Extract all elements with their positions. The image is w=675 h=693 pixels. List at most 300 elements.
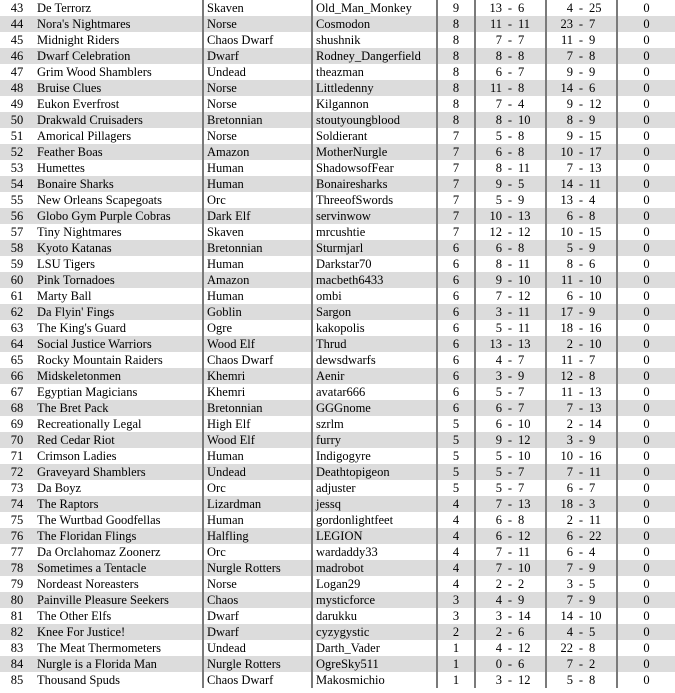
last-cell: 0 xyxy=(617,352,675,368)
team-name-cell: Painville Pleasure Seekers xyxy=(34,592,203,608)
table-row xyxy=(0,448,675,464)
points-cell: 8 xyxy=(437,80,475,96)
stat-b1-cell: 12 xyxy=(516,640,546,656)
dash-separator: - xyxy=(575,224,587,240)
race-cell: Ogre xyxy=(203,320,312,336)
team-name-cell: De Terrorz xyxy=(34,0,203,16)
points-cell: 5 xyxy=(437,480,475,496)
last-cell: 0 xyxy=(617,544,675,560)
team-name-cell: Marty Ball xyxy=(34,288,203,304)
stat-b1-cell: 6 xyxy=(516,624,546,640)
coach-cell: darukku xyxy=(312,608,437,624)
points-cell: 7 xyxy=(437,208,475,224)
stat-a1-cell: 9 xyxy=(475,432,504,448)
stat-a2-cell: 3 xyxy=(546,576,575,592)
race-cell: Khemri xyxy=(203,368,312,384)
stat-a1-cell: 3 xyxy=(475,304,504,320)
stat-b1-cell: 10 xyxy=(516,448,546,464)
dash-separator: - xyxy=(575,480,587,496)
stat-a1-cell: 10 xyxy=(475,208,504,224)
stat-a1-cell: 2 xyxy=(475,576,504,592)
table-row xyxy=(0,80,675,96)
stat-b2-cell: 9 xyxy=(587,240,617,256)
stat-a1-cell: 5 xyxy=(475,192,504,208)
rank-cell: 59 xyxy=(0,256,34,272)
coach-cell: Darth_Vader xyxy=(312,640,437,656)
dash-separator: - xyxy=(504,416,516,432)
team-name-cell: Eukon Everfrost xyxy=(34,96,203,112)
stat-b1-cell: 5 xyxy=(516,176,546,192)
last-cell: 0 xyxy=(617,672,675,688)
coach-cell: Aenir xyxy=(312,368,437,384)
dash-separator: - xyxy=(575,432,587,448)
stat-b1-cell: 10 xyxy=(516,560,546,576)
stat-b2-cell: 10 xyxy=(587,608,617,624)
rank-cell: 82 xyxy=(0,624,34,640)
last-cell: 0 xyxy=(617,64,675,80)
race-cell: Bretonnian xyxy=(203,112,312,128)
last-cell: 0 xyxy=(617,640,675,656)
table-row xyxy=(0,48,675,64)
stat-b2-cell: 14 xyxy=(587,416,617,432)
stat-a1-cell: 4 xyxy=(475,640,504,656)
team-name-cell: The Floridan Flings xyxy=(34,528,203,544)
table-row xyxy=(0,112,675,128)
points-cell: 7 xyxy=(437,176,475,192)
stat-b1-cell: 10 xyxy=(516,416,546,432)
dash-separator: - xyxy=(504,512,516,528)
race-cell: Chaos Dwarf xyxy=(203,672,312,688)
dash-separator: - xyxy=(575,352,587,368)
dash-separator: - xyxy=(504,560,516,576)
dash-separator: - xyxy=(504,480,516,496)
stat-a2-cell: 9 xyxy=(546,128,575,144)
dash-separator: - xyxy=(504,48,516,64)
dash-separator: - xyxy=(575,496,587,512)
stat-b2-cell: 17 xyxy=(587,144,617,160)
stat-b2-cell: 9 xyxy=(587,112,617,128)
last-cell: 0 xyxy=(617,16,675,32)
coach-cell: furry xyxy=(312,432,437,448)
dash-separator: - xyxy=(504,368,516,384)
stat-a1-cell: 3 xyxy=(475,672,504,688)
points-cell: 8 xyxy=(437,16,475,32)
race-cell: Norse xyxy=(203,16,312,32)
stat-b2-cell: 9 xyxy=(587,32,617,48)
points-cell: 6 xyxy=(437,256,475,272)
coach-cell: Sargon xyxy=(312,304,437,320)
dash-separator: - xyxy=(504,32,516,48)
points-cell: 4 xyxy=(437,576,475,592)
race-cell: Orc xyxy=(203,480,312,496)
dash-separator: - xyxy=(575,656,587,672)
race-cell: Human xyxy=(203,288,312,304)
last-cell: 0 xyxy=(617,464,675,480)
stat-a1-cell: 5 xyxy=(475,320,504,336)
table-row xyxy=(0,160,675,176)
coach-cell: adjuster xyxy=(312,480,437,496)
stat-b2-cell: 10 xyxy=(587,288,617,304)
race-cell: Dwarf xyxy=(203,624,312,640)
team-name-cell: New Orleans Scapegoats xyxy=(34,192,203,208)
stat-a1-cell: 6 xyxy=(475,240,504,256)
team-name-cell: Globo Gym Purple Cobras xyxy=(34,208,203,224)
points-cell: 6 xyxy=(437,336,475,352)
stat-b1-cell: 8 xyxy=(516,48,546,64)
dash-separator: - xyxy=(504,336,516,352)
table-row xyxy=(0,544,675,560)
stat-b1-cell: 8 xyxy=(516,512,546,528)
rank-cell: 50 xyxy=(0,112,34,128)
stat-a2-cell: 6 xyxy=(546,480,575,496)
stat-a1-cell: 6 xyxy=(475,64,504,80)
table-row xyxy=(0,320,675,336)
points-cell: 6 xyxy=(437,272,475,288)
dash-separator: - xyxy=(575,160,587,176)
race-cell: Norse xyxy=(203,128,312,144)
rank-cell: 67 xyxy=(0,384,34,400)
rank-cell: 48 xyxy=(0,80,34,96)
stat-a1-cell: 6 xyxy=(475,528,504,544)
coach-cell: Littledenny xyxy=(312,80,437,96)
dash-separator: - xyxy=(575,448,587,464)
stat-b1-cell: 11 xyxy=(516,544,546,560)
stat-a1-cell: 9 xyxy=(475,272,504,288)
table-row xyxy=(0,416,675,432)
table-row xyxy=(0,464,675,480)
table-row xyxy=(0,640,675,656)
dash-separator: - xyxy=(575,16,587,32)
stat-a2-cell: 10 xyxy=(546,448,575,464)
last-cell: 0 xyxy=(617,96,675,112)
coach-cell: GGGnome xyxy=(312,400,437,416)
rank-cell: 58 xyxy=(0,240,34,256)
coach-cell: jessq xyxy=(312,496,437,512)
team-name-cell: Amorical Pillagers xyxy=(34,128,203,144)
points-cell: 7 xyxy=(437,144,475,160)
stat-b2-cell: 13 xyxy=(587,384,617,400)
dash-separator: - xyxy=(575,192,587,208)
stat-b1-cell: 8 xyxy=(516,128,546,144)
points-cell: 6 xyxy=(437,288,475,304)
stat-a1-cell: 11 xyxy=(475,80,504,96)
stat-a2-cell: 6 xyxy=(546,528,575,544)
table-row xyxy=(0,560,675,576)
stat-a1-cell: 7 xyxy=(475,96,504,112)
stat-a2-cell: 6 xyxy=(546,544,575,560)
last-cell: 0 xyxy=(617,272,675,288)
dash-separator: - xyxy=(504,272,516,288)
dash-separator: - xyxy=(504,256,516,272)
stat-b1-cell: 7 xyxy=(516,384,546,400)
coach-cell: wardaddy33 xyxy=(312,544,437,560)
dash-separator: - xyxy=(504,224,516,240)
table-row xyxy=(0,96,675,112)
points-cell: 5 xyxy=(437,448,475,464)
points-cell: 6 xyxy=(437,320,475,336)
stat-a2-cell: 9 xyxy=(546,64,575,80)
race-cell: Khemri xyxy=(203,384,312,400)
race-cell: Human xyxy=(203,160,312,176)
points-cell: 2 xyxy=(437,624,475,640)
stat-a1-cell: 2 xyxy=(475,624,504,640)
last-cell: 0 xyxy=(617,80,675,96)
last-cell: 0 xyxy=(617,576,675,592)
last-cell: 0 xyxy=(617,48,675,64)
race-cell: Chaos Dwarf xyxy=(203,32,312,48)
stat-a1-cell: 7 xyxy=(475,288,504,304)
stat-b2-cell: 3 xyxy=(587,496,617,512)
dash-separator: - xyxy=(575,640,587,656)
dash-separator: - xyxy=(575,80,587,96)
dash-separator: - xyxy=(575,288,587,304)
stat-a1-cell: 8 xyxy=(475,112,504,128)
table-row xyxy=(0,208,675,224)
last-cell: 0 xyxy=(617,624,675,640)
stat-a2-cell: 8 xyxy=(546,112,575,128)
dash-separator: - xyxy=(575,528,587,544)
race-cell: Norse xyxy=(203,96,312,112)
stat-b2-cell: 16 xyxy=(587,448,617,464)
stat-a2-cell: 2 xyxy=(546,336,575,352)
rank-cell: 78 xyxy=(0,560,34,576)
last-cell: 0 xyxy=(617,432,675,448)
stat-a1-cell: 5 xyxy=(475,128,504,144)
coach-cell: Rodney_Dangerfield xyxy=(312,48,437,64)
race-cell: Orc xyxy=(203,544,312,560)
stat-a1-cell: 7 xyxy=(475,496,504,512)
stat-b2-cell: 16 xyxy=(587,320,617,336)
race-cell: Chaos Dwarf xyxy=(203,352,312,368)
race-cell: Orc xyxy=(203,192,312,208)
dash-separator: - xyxy=(504,144,516,160)
stat-b2-cell: 11 xyxy=(587,512,617,528)
coach-cell: madrobot xyxy=(312,560,437,576)
coach-cell: Bonairesharks xyxy=(312,176,437,192)
stat-b2-cell: 6 xyxy=(587,256,617,272)
stat-b1-cell: 12 xyxy=(516,288,546,304)
stat-a2-cell: 9 xyxy=(546,96,575,112)
dash-separator: - xyxy=(504,464,516,480)
coach-cell: Indigogyre xyxy=(312,448,437,464)
coach-cell: ThreeofSwords xyxy=(312,192,437,208)
team-name-cell: Nora's Nightmares xyxy=(34,16,203,32)
dash-separator: - xyxy=(575,64,587,80)
points-cell: 5 xyxy=(437,416,475,432)
race-cell: Halfling xyxy=(203,528,312,544)
points-cell: 8 xyxy=(437,64,475,80)
last-cell: 0 xyxy=(617,240,675,256)
stat-b2-cell: 13 xyxy=(587,160,617,176)
dash-separator: - xyxy=(504,528,516,544)
stat-b1-cell: 11 xyxy=(516,304,546,320)
dash-separator: - xyxy=(575,32,587,48)
race-cell: Undead xyxy=(203,464,312,480)
table-row xyxy=(0,64,675,80)
points-cell: 7 xyxy=(437,160,475,176)
coach-cell: Sturmjarl xyxy=(312,240,437,256)
last-cell: 0 xyxy=(617,0,675,16)
table-row xyxy=(0,512,675,528)
team-name-cell: Recreationally Legal xyxy=(34,416,203,432)
team-name-cell: Midskeletonmen xyxy=(34,368,203,384)
stat-a2-cell: 10 xyxy=(546,224,575,240)
last-cell: 0 xyxy=(617,480,675,496)
stat-b1-cell: 11 xyxy=(516,320,546,336)
points-cell: 4 xyxy=(437,496,475,512)
stat-a2-cell: 7 xyxy=(546,560,575,576)
points-cell: 7 xyxy=(437,192,475,208)
stat-b2-cell: 7 xyxy=(587,352,617,368)
coach-cell: szrlm xyxy=(312,416,437,432)
rank-cell: 73 xyxy=(0,480,34,496)
dash-separator: - xyxy=(575,336,587,352)
stat-b1-cell: 7 xyxy=(516,64,546,80)
coach-cell: Logan29 xyxy=(312,576,437,592)
race-cell: Goblin xyxy=(203,304,312,320)
coach-cell: Darkstar70 xyxy=(312,256,437,272)
table-row xyxy=(0,272,675,288)
dash-separator: - xyxy=(504,576,516,592)
last-cell: 0 xyxy=(617,160,675,176)
coach-cell: Thrud xyxy=(312,336,437,352)
rank-cell: 44 xyxy=(0,16,34,32)
stat-a2-cell: 5 xyxy=(546,240,575,256)
rank-cell: 69 xyxy=(0,416,34,432)
rank-cell: 81 xyxy=(0,608,34,624)
rank-cell: 54 xyxy=(0,176,34,192)
coach-cell: Soldierant xyxy=(312,128,437,144)
stat-b1-cell: 9 xyxy=(516,368,546,384)
stat-a1-cell: 8 xyxy=(475,48,504,64)
dash-separator: - xyxy=(504,640,516,656)
team-name-cell: Egyptian Magicians xyxy=(34,384,203,400)
last-cell: 0 xyxy=(617,288,675,304)
team-name-cell: Nordeast Noreasters xyxy=(34,576,203,592)
race-cell: Undead xyxy=(203,64,312,80)
stat-b1-cell: 13 xyxy=(516,336,546,352)
stat-a2-cell: 14 xyxy=(546,80,575,96)
rank-cell: 84 xyxy=(0,656,34,672)
table-row xyxy=(0,576,675,592)
rank-cell: 83 xyxy=(0,640,34,656)
stat-a2-cell: 4 xyxy=(546,624,575,640)
last-cell: 0 xyxy=(617,112,675,128)
race-cell: Skaven xyxy=(203,0,312,16)
last-cell: 0 xyxy=(617,208,675,224)
stat-a2-cell: 18 xyxy=(546,320,575,336)
stat-b2-cell: 5 xyxy=(587,624,617,640)
last-cell: 0 xyxy=(617,400,675,416)
stat-b2-cell: 8 xyxy=(587,48,617,64)
last-cell: 0 xyxy=(617,448,675,464)
dash-separator: - xyxy=(504,112,516,128)
stat-b2-cell: 4 xyxy=(587,192,617,208)
stat-a2-cell: 5 xyxy=(546,672,575,688)
stat-a2-cell: 7 xyxy=(546,48,575,64)
stat-a1-cell: 8 xyxy=(475,256,504,272)
stat-b1-cell: 11 xyxy=(516,16,546,32)
team-name-cell: The Meat Thermometers xyxy=(34,640,203,656)
coach-cell: cyzygystic xyxy=(312,624,437,640)
dash-separator: - xyxy=(575,256,587,272)
stat-b1-cell: 7 xyxy=(516,32,546,48)
stat-a1-cell: 4 xyxy=(475,352,504,368)
stat-b2-cell: 6 xyxy=(587,80,617,96)
points-cell: 6 xyxy=(437,400,475,416)
dash-separator: - xyxy=(575,240,587,256)
rank-cell: 47 xyxy=(0,64,34,80)
dash-separator: - xyxy=(575,208,587,224)
team-name-cell: Bruise Clues xyxy=(34,80,203,96)
dash-separator: - xyxy=(504,656,516,672)
dash-separator: - xyxy=(504,320,516,336)
points-cell: 3 xyxy=(437,608,475,624)
coach-cell: stoutyoungblood xyxy=(312,112,437,128)
rank-cell: 79 xyxy=(0,576,34,592)
coach-cell: ombi xyxy=(312,288,437,304)
stat-b1-cell: 12 xyxy=(516,672,546,688)
stat-a2-cell: 7 xyxy=(546,160,575,176)
stat-b2-cell: 7 xyxy=(587,480,617,496)
stat-b1-cell: 6 xyxy=(516,656,546,672)
coach-cell: servinwow xyxy=(312,208,437,224)
rank-cell: 63 xyxy=(0,320,34,336)
dash-separator: - xyxy=(504,192,516,208)
race-cell: Human xyxy=(203,448,312,464)
stat-b1-cell: 6 xyxy=(516,0,546,16)
stat-a1-cell: 6 xyxy=(475,144,504,160)
points-cell: 5 xyxy=(437,432,475,448)
dash-separator: - xyxy=(575,0,587,16)
coach-cell: theazman xyxy=(312,64,437,80)
stat-a2-cell: 18 xyxy=(546,496,575,512)
stat-b1-cell: 10 xyxy=(516,112,546,128)
race-cell: Amazon xyxy=(203,272,312,288)
team-name-cell: Kyoto Katanas xyxy=(34,240,203,256)
rank-cell: 85 xyxy=(0,672,34,688)
rank-cell: 77 xyxy=(0,544,34,560)
stat-a1-cell: 5 xyxy=(475,480,504,496)
table-row xyxy=(0,32,675,48)
stat-a2-cell: 11 xyxy=(546,384,575,400)
dash-separator: - xyxy=(575,672,587,688)
last-cell: 0 xyxy=(617,416,675,432)
dash-separator: - xyxy=(504,624,516,640)
rank-cell: 46 xyxy=(0,48,34,64)
stat-b1-cell: 7 xyxy=(516,352,546,368)
team-name-cell: Rocky Mountain Raiders xyxy=(34,352,203,368)
coach-cell: shushnik xyxy=(312,32,437,48)
rank-cell: 74 xyxy=(0,496,34,512)
stat-a1-cell: 5 xyxy=(475,448,504,464)
team-name-cell: Thousand Spuds xyxy=(34,672,203,688)
table-row xyxy=(0,672,675,688)
table-row xyxy=(0,656,675,672)
stat-b2-cell: 8 xyxy=(587,672,617,688)
stat-a2-cell: 3 xyxy=(546,432,575,448)
race-cell: Bretonnian xyxy=(203,400,312,416)
stat-b1-cell: 12 xyxy=(516,224,546,240)
race-cell: Chaos xyxy=(203,592,312,608)
dash-separator: - xyxy=(504,160,516,176)
coach-cell: dewsdwarfs xyxy=(312,352,437,368)
last-cell: 0 xyxy=(617,128,675,144)
stat-b1-cell: 9 xyxy=(516,592,546,608)
stat-b1-cell: 14 xyxy=(516,608,546,624)
dash-separator: - xyxy=(575,544,587,560)
rank-cell: 56 xyxy=(0,208,34,224)
